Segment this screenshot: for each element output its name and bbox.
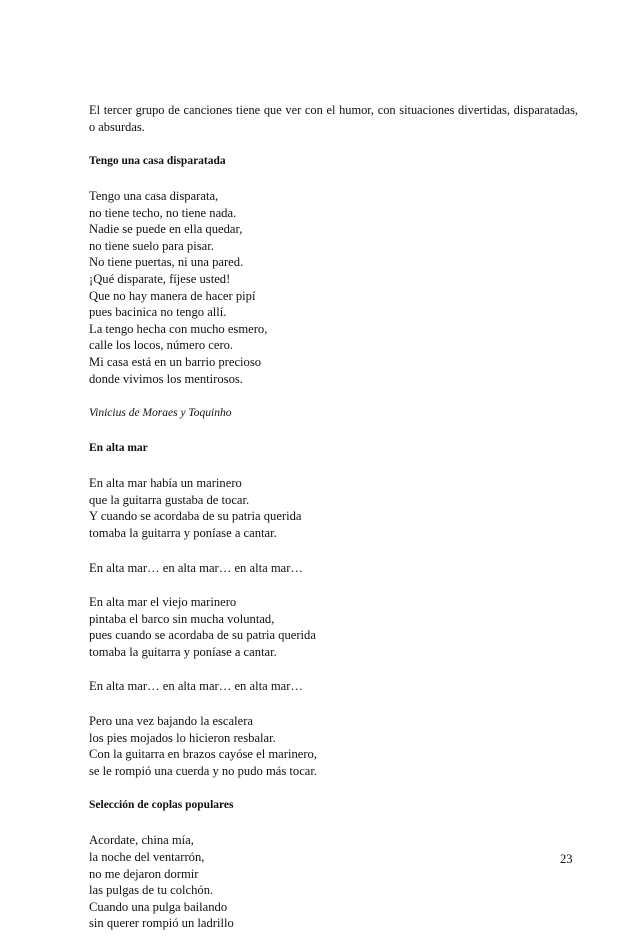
verse-line: Pero una vez bajando la escalera bbox=[89, 714, 253, 729]
verse-line: no tiene suelo para pisar. bbox=[89, 238, 214, 253]
verse-line: En alta mar había un marinero bbox=[89, 476, 242, 491]
page-number: 23 bbox=[560, 852, 573, 866]
verse-line: Acordate, china mía, bbox=[89, 833, 194, 848]
verse-line: No tiene puertas, ni una pared. bbox=[89, 255, 244, 270]
song-section bbox=[89, 153, 578, 422]
verse-line: Tengo una casa disparata, bbox=[89, 189, 219, 203]
verse-line: En alta mar… en alta mar… en alta mar… bbox=[89, 560, 304, 575]
verse-line: En alta mar el viejo marinero bbox=[89, 595, 237, 610]
section-title: En alta mar bbox=[89, 442, 148, 455]
section-title: Selección de coplas populares bbox=[89, 799, 234, 812]
author-credit: Vinicius de Moraes y Toquinho bbox=[89, 407, 232, 420]
verse-line: tomaba la guitarra y poníase a cantar. bbox=[89, 644, 277, 659]
verse-line: las pulgas de tu colchón. bbox=[89, 883, 214, 898]
verse-line: pues bacinica no tengo allí. bbox=[89, 305, 227, 320]
stanza bbox=[89, 560, 578, 577]
section-title: Tengo una casa disparatada bbox=[89, 155, 226, 167]
verse-line: se le rompió una cuerda y no pudo más tocar. bbox=[89, 763, 318, 778]
stanza bbox=[89, 188, 578, 387]
stanza bbox=[89, 475, 578, 541]
verse-line: La tengo hecha con mucho esmero, bbox=[89, 321, 268, 336]
verse-line: Nadie se puede en ella quedar, bbox=[89, 222, 243, 237]
verse-line: la noche del ventarrón, bbox=[89, 850, 205, 865]
song-section bbox=[89, 440, 578, 779]
verse-line: sin querer rompió un ladrillo bbox=[89, 916, 234, 931]
verse-line: Que no hay manera de hacer pipí bbox=[89, 288, 256, 303]
verse-line: Mi casa está en un barrio precioso bbox=[89, 354, 262, 369]
page-content bbox=[89, 102, 578, 950]
verse-line: Cuando una pulga bailando bbox=[89, 899, 228, 914]
verse-line: que la guitarra gustaba de tocar. bbox=[89, 492, 250, 507]
stanza bbox=[89, 832, 578, 932]
verse-line: pintaba el barco sin mucha voluntad, bbox=[89, 611, 275, 626]
intro-paragraph: El tercer grupo de canciones tiene que ver con el humor, con situaciones divertidas, disparatadas, o absurdas. bbox=[89, 103, 578, 134]
verse-line: tomaba la guitarra y poníase a cantar. bbox=[89, 525, 277, 540]
stanza bbox=[89, 713, 578, 779]
verse-line: no me dejaron dormir bbox=[89, 866, 199, 881]
verse-line: En alta mar… en alta mar… en alta mar… bbox=[89, 679, 304, 694]
stanza bbox=[89, 678, 578, 695]
verse-line: donde vivimos los mentirosos. bbox=[89, 371, 243, 386]
verse-line: ¡Qué disparate, fíjese usted! bbox=[89, 271, 231, 286]
stanza bbox=[89, 594, 578, 660]
verse-line: no tiene techo, no tiene nada. bbox=[89, 205, 237, 220]
verse-line: pues cuando se acordaba de su patria querida bbox=[89, 628, 316, 643]
verse-line: los pies mojados lo hicieron resbalar. bbox=[89, 730, 276, 745]
song-section bbox=[89, 797, 578, 932]
verse-line: Con la guitarra en brazos cayóse el marinero, bbox=[89, 747, 317, 762]
verse-line: calle los locos, número cero. bbox=[89, 338, 234, 353]
verse-line: Y cuando se acordaba de su patria querida bbox=[89, 509, 302, 524]
